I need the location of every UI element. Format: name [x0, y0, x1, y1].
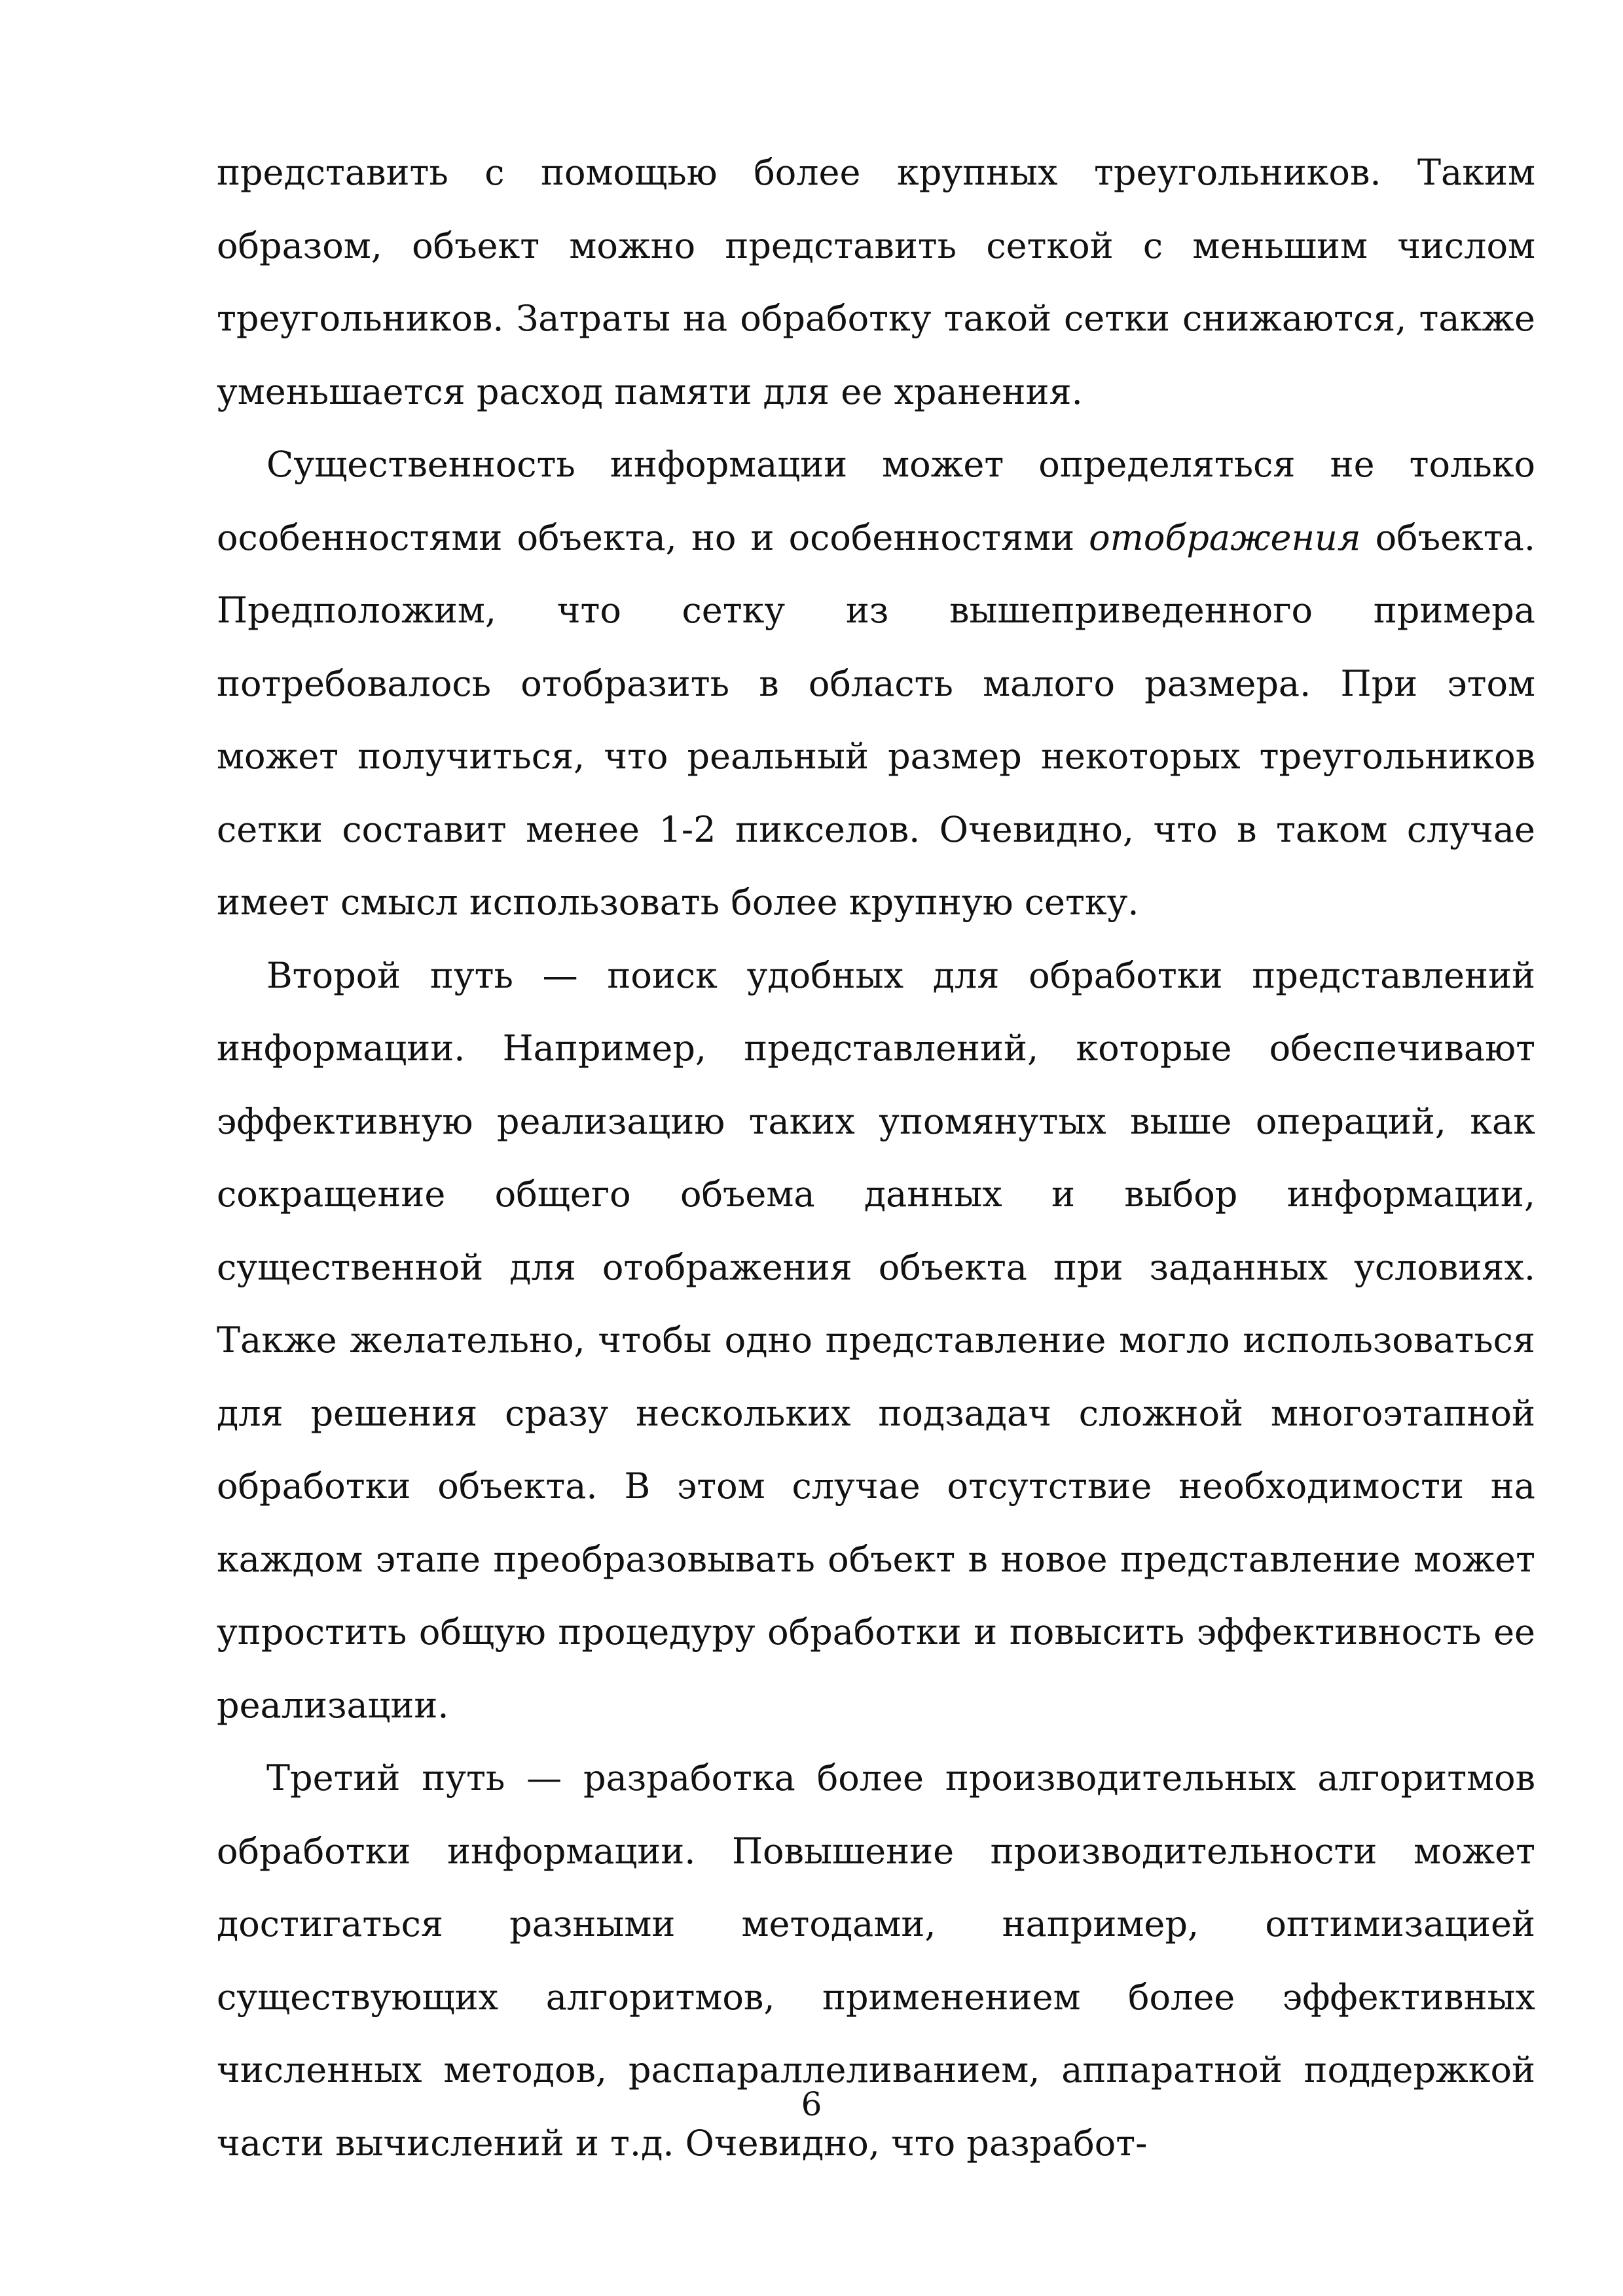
paragraph-2 [217, 428, 1535, 939]
paragraph-2-emphasis: отображения [1089, 516, 1361, 558]
paragraph-2-text-after: объекта. Предположим, что сетку из вышеприведенного примера потребовалось отобразить в область малого размера. При этом может получиться, что реальный размер некоторых треугольников сетки составит менее 1-2 пикселов. Очевидно, что в таком случае имеет смысл использовать более крупную сетку. [217, 516, 1535, 923]
body-text [217, 136, 1535, 2179]
page-number: 6 [801, 2085, 822, 2123]
paragraph-4: Третий путь — разработка более производительных алгоритмов обработки информации. Повышение производительности может достигаться разными методами, например, оптимизацией существующих алгоритмов, применением более эффективных численных методов, распараллеливанием, аппаратной поддержкой части вычислений и т.д. Очевидно, что разработ- [217, 1757, 1535, 2164]
paragraph-1: представить с помощью более крупных треугольников. Таким образом, объект можно представить сеткой с меньшим числом треугольников. Затраты на обработку такой сетки снижаются, также уменьшается расход памяти для ее хранения. [217, 152, 1535, 412]
paragraph-3: Второй путь — поиск удобных для обработки представлений информации. Например, представлений, которые обеспечивают эффективную реализацию таких упомянутых выше операций, как сокращение общего объема данных и выбор информации, существенной для отображения объекта при заданных условиях. Также желательно, чтобы одно представление могло использоваться для решения сразу нескольких подзадач сложной многоэтапной обработки объекта. В этом случае отсутствие необходимости на каждом этапе преобразовывать объект в новое представление может упростить общую процедуру обработки и повысить эффективность ее реализации. [217, 954, 1535, 1726]
paragraph-2-text-before: Существенность информации может определяться не только особенностями объекта, но и особенностями [217, 444, 1535, 558]
